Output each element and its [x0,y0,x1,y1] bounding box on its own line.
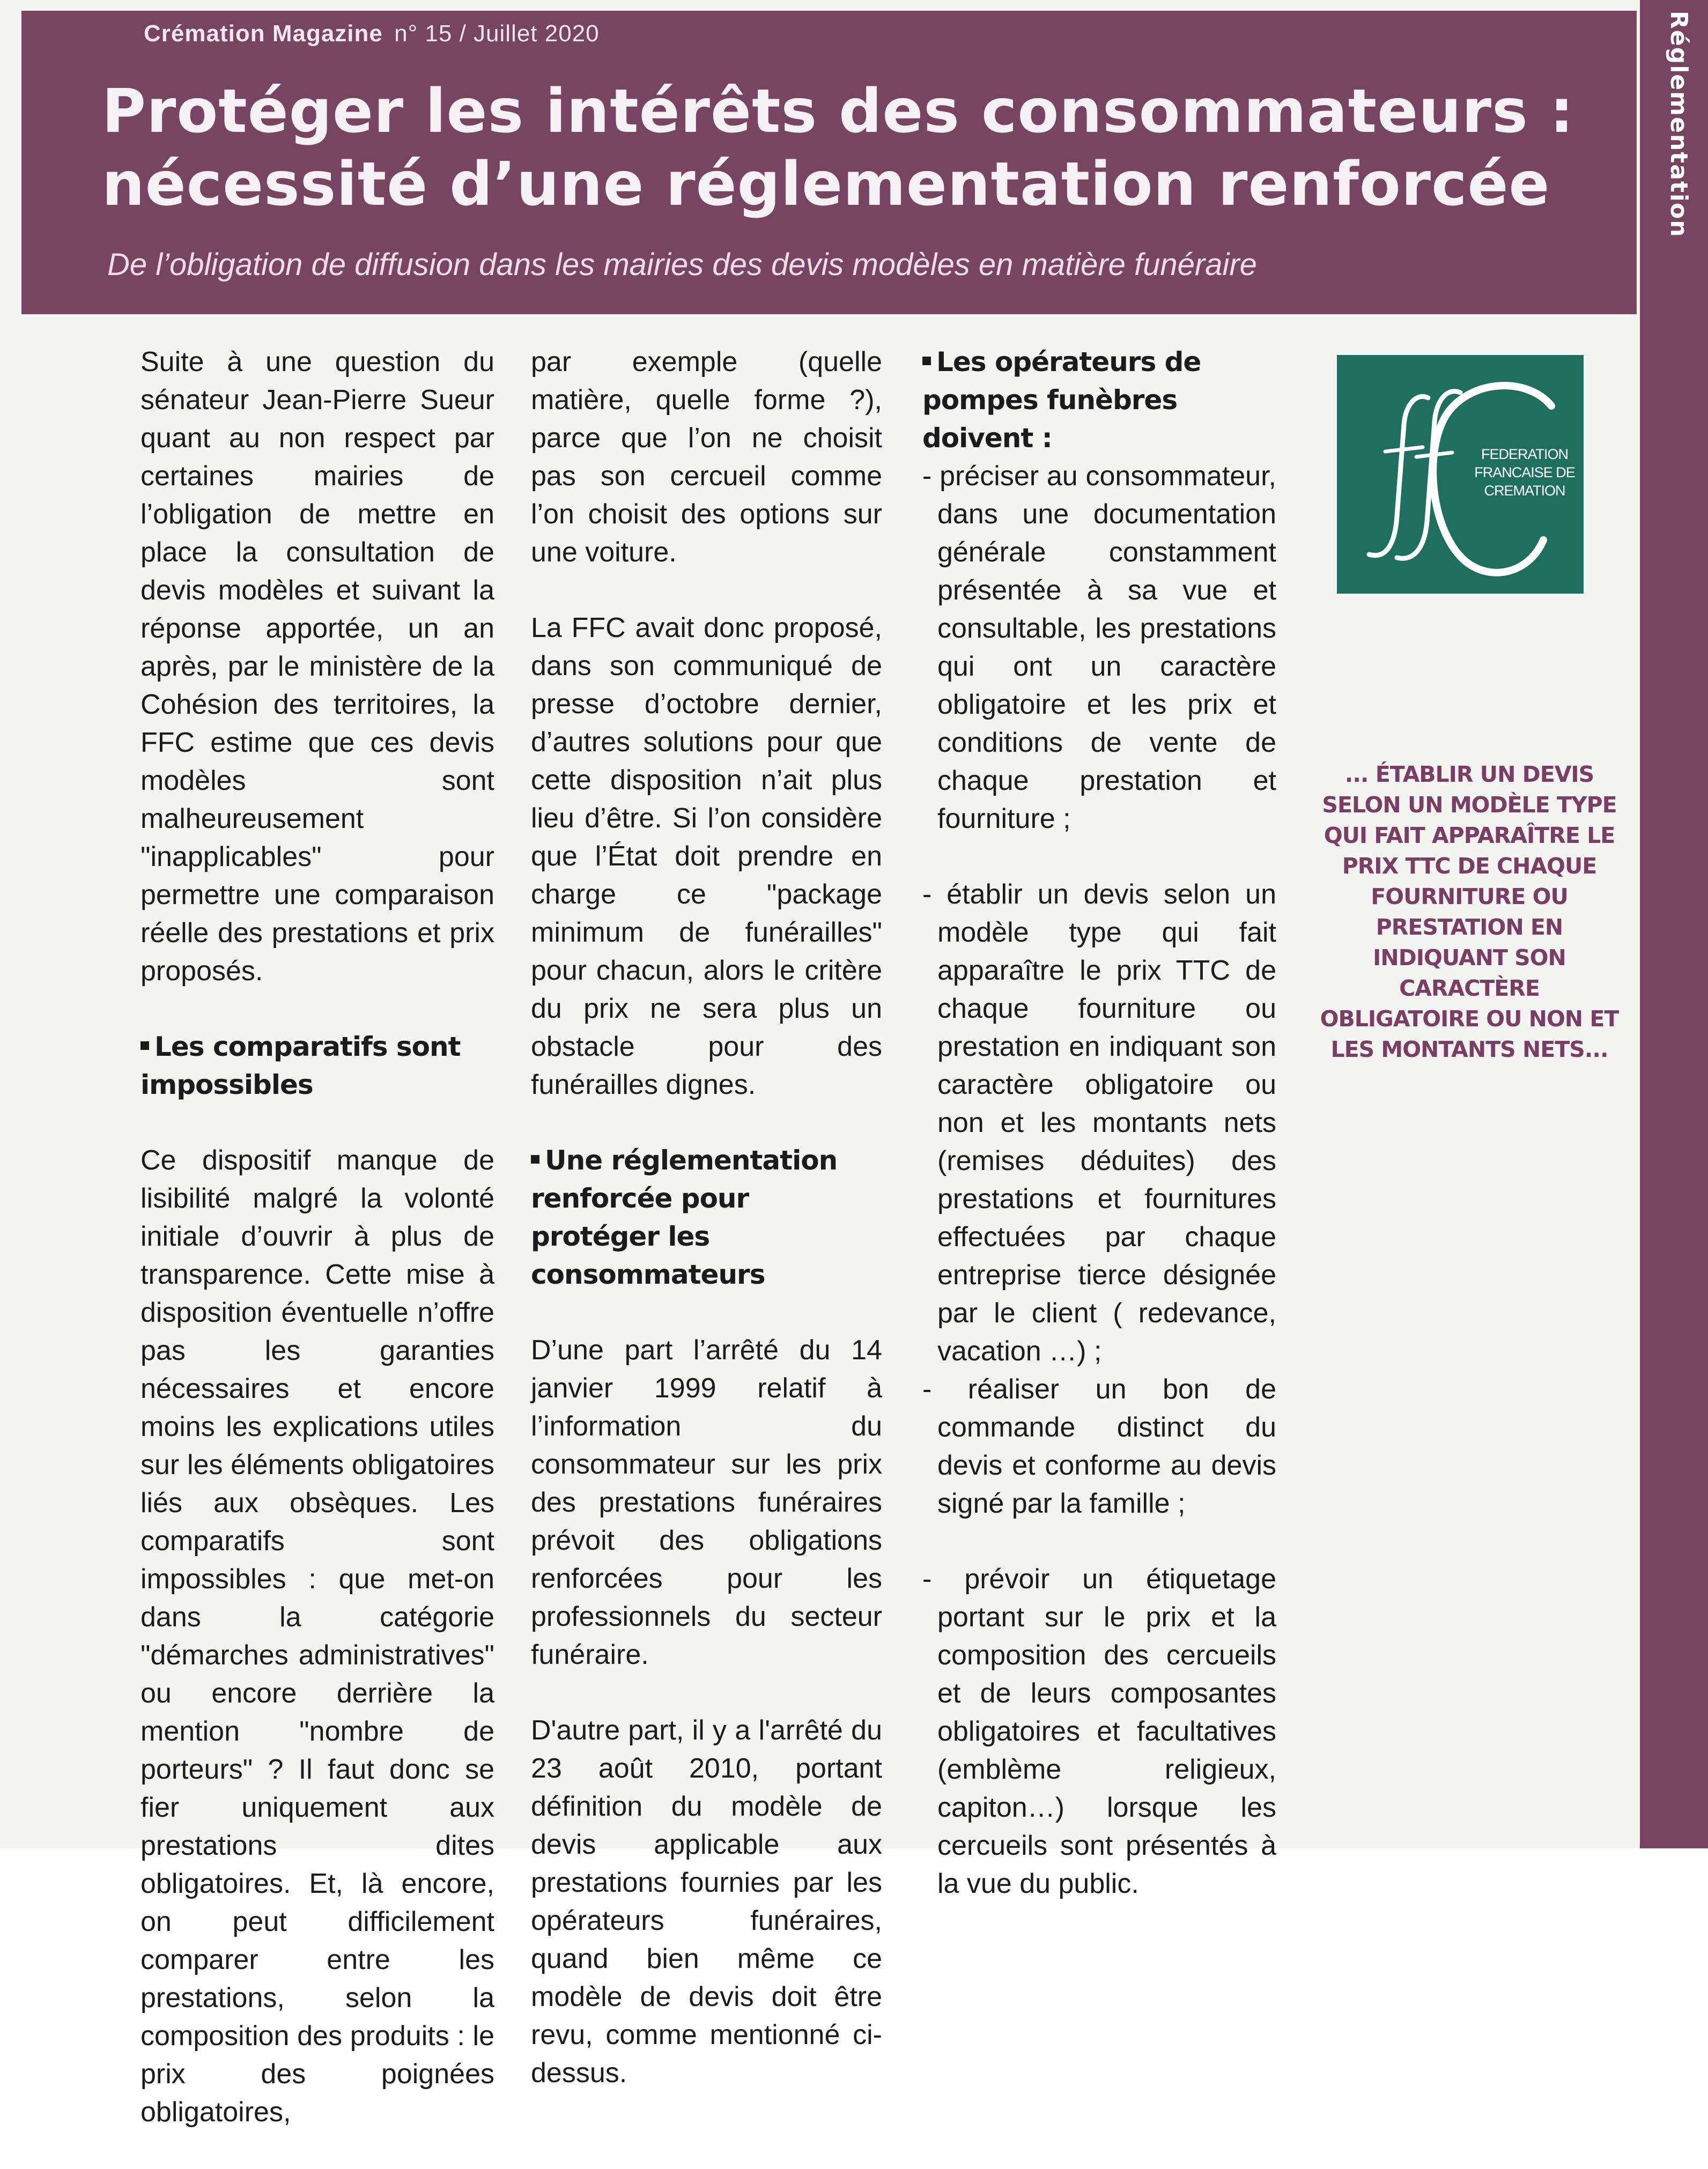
section-heading [531,1142,882,1294]
paragraph: D’une part l’arrêté du 14 janvier 1999 relatif à l’information du consommateur sur les prix des prestations funéraires prévoit des obligations renforcées pour les professionnels du secteur funéraire. [531,1335,882,1670]
ffc-logo [1337,355,1584,594]
paragraph: par exemple (quelle matière, quelle forme ?), parce que l’on ne choisit pas son cercueil comme l’on choisit des options sur une voiture. [531,346,882,568]
square-bullet-icon [141,1041,149,1050]
article-column-3 [922,343,1276,1903]
list-item: - réaliser un bon de commande distinct du devis et conforme au devis signé par la famille ; [922,1374,1276,1519]
article-title-line-2: nécessité d’une réglementation renforcée [102,150,1550,219]
paragraph: D'autre part, il y a l'arrêté du 23 août 2010, portant définition du modèle de devis applicable aux prestations fournies par les opérateurs funéraires, quand bien même ce modèle de devis doit être revu, comme mentionné ci-dessus. [531,1715,882,2089]
logo-text-line: FRANCAISE DE [1474,464,1575,480]
spacer [922,1523,1276,1560]
section-heading-text: Les comparatifs sont impossibles [141,1031,461,1100]
square-bullet-icon [531,1155,539,1164]
paragraph: La FFC avait donc proposé, dans son communiqué de presse d’octobre dernier, d’autres solutions pour que cette disposition n’ait plus lieu d’être. Si l’on considère que l’État doit prendre en charge ce "package minimum de funérailles" pour chacun, alors le critère du prix ne sera plus un obstacle pour des funérailles dignes. [531,612,882,1100]
article-subtitle: De l’obligation de diffusion dans les mairies des devis modèles en matière funéraire [107,247,1257,282]
section-heading-text: Les opérateurs de pompes funèbres doivent : [922,346,1201,454]
article-title [102,75,1593,221]
logo-text-line: CREMATION [1484,483,1565,499]
list-item: - établir un devis selon un modèle type qui fait apparaître le prix TTC de chaque fourniture ou prestation en indiquant son caractère obligatoire ou non et les montants nets (remises déduites) des prestations et fournitures effectuées par chaque entreprise tierce désignée par le client ( redevance, vacation …) ; [922,879,1276,1367]
section-heading [141,1028,494,1104]
list-item: - préciser au consommateur, dans une documentation générale constamment présentée à sa vue et consultable, les prestations qui ont un caractère obligatoire et les prix et conditions de vente de chaque prestation et fourniture ; [922,461,1276,834]
issue-info: n° 15 / Juillet 2020 [394,20,600,47]
article-column-2 [531,343,882,2130]
article-column-1 [141,343,494,2169]
article-title-line-1: Protéger les intérêts des consommateurs : [102,77,1574,146]
square-bullet-icon [922,357,931,365]
section-tab-label: Réglementation [1665,11,1692,238]
section-heading-text: Une réglementation renforcée pour protéger les consommateurs [531,1145,838,1290]
ffc-logo-caption [1468,445,1581,500]
paragraph: Suite à une question du sénateur Jean-Pierre Sueur quant au non respect par certaines mairies de l’obligation de mettre en place la consultation de devis modèles et suivant la réponse apportée, un an après, par le ministère de la Cohésion des territoires, la FFC estime que ces devis modèles sont malheureusement "inapplicables" pour permettre une comparaison réelle des prestations et prix proposés. [141,346,494,987]
spacer [922,838,1276,876]
list-item: - prévoir un étiquetage portant sur le prix et la composition des cercueils et de leurs composantes obligatoires et facultatives (emblème religieux, capiton…) lorsque les cercueils sont présentés à la vue du public. [922,1564,1276,1899]
section-side-band [1640,0,1708,1848]
magazine-issue-line [144,20,600,47]
logo-text-line: FEDERATION [1481,446,1568,462]
paragraph: Ce dispositif manque de lisibilité malgré la volonté initiale d’ouvrir à plus de transparence. Cette mise à disposition éventuelle n’offre pas les garanties nécessaires et encore moins les explications utiles sur les éléments obligatoires liés aux obsèques. Les comparatifs sont impossibles : que met-on dans la catégorie "démarches administratives" ou encore derrière la mention "nombre de porteurs" ? Il faut donc se fier uniquement aux prestations dites obligatoires. Et, là encore, on peut difficilement comparer entre les prestations, selon la composition des produits : le prix des poignées obligatoires, [141,1145,494,2128]
magazine-name: Crémation Magazine [144,20,383,47]
pull-quote: ... ÉTABLIR UN DEVIS SELON UN MODÈLE TYPE QUI FAIT APPARAÎTRE LE PRIX TTC DE CHAQUE FOURNITURE OU PRESTATION EN INDIQUANT SON CARACTÈRE OBLIGATOIRE OU NON ET LES MONTANTS NETS... [1320,761,1619,1062]
section-heading [922,343,1276,457]
